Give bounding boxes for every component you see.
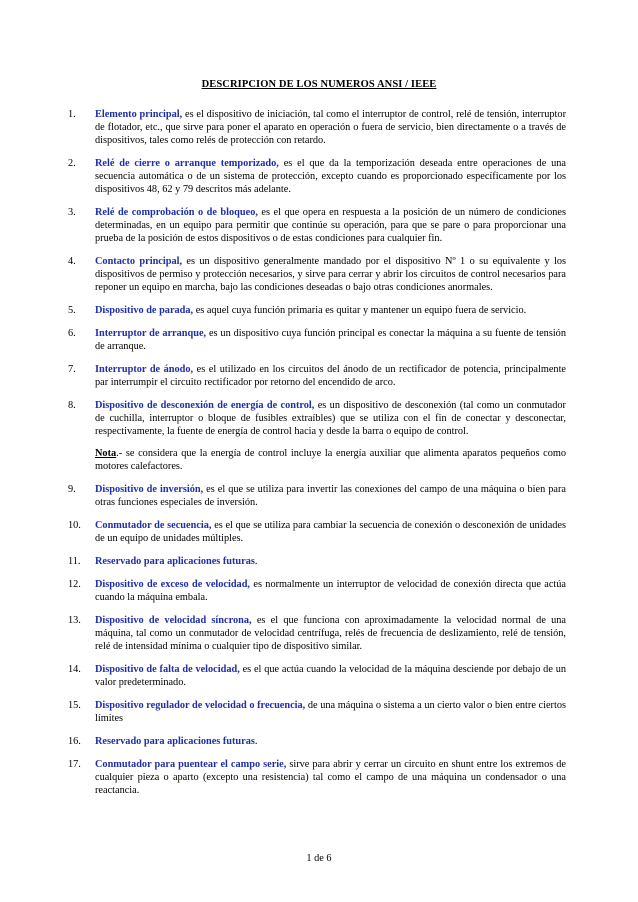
item-number: 7. [68,364,76,375]
item-text: de una máquina o sistema a un cierto valor o bien entre ciertos límites [95,700,566,724]
item-term: Dispositivo de inversión, [95,484,204,495]
item-term: Interruptor de ánodo, [95,364,194,375]
item-text: es un dispositivo cuya función principal es conectar la máquina a su fuente de tensión de arranque. [95,328,566,352]
item-number: 8. [68,400,76,411]
item-number: 3. [68,207,76,218]
item-number: 14. [68,664,81,675]
list-item [68,519,566,545]
list-item [68,758,566,797]
item-number: 17. [68,759,81,770]
note-paragraph [68,447,566,473]
item-number: 5. [68,305,76,316]
item-term: Dispositivo regulador de velocidad o frecuencia, [95,700,306,711]
item-term: Conmutador para puentear el campo serie, [95,759,287,770]
item-number: 16. [68,736,81,747]
item-number: 15. [68,700,81,711]
list-item [68,555,566,568]
item-text: es aquel cuya función primaria es quitar y mantener un equipo fuera de servicio. [193,305,527,316]
item-number: 11. [68,556,81,567]
item-text: es el utilizado en los circuitos del ánodo de un rectificador de potencia, principalmente par interrumpir el circuito rectificador por retorno del encendido de arco. [95,364,566,388]
list-item [68,363,566,389]
list-item [68,206,566,245]
item-term: Contacto principal, [95,256,183,267]
item-number: 2. [68,158,76,169]
list-item [68,108,566,147]
list-item [68,304,566,317]
item-number: 12. [68,579,81,590]
item-term: Dispositivo de velocidad síncrona, [95,615,252,626]
document-title: DESCRIPCION DE LOS NUMEROS ANSI / IEEE [201,79,437,90]
item-term: Dispositivo de desconexión de energía de control, [95,400,315,411]
item-number: 13. [68,615,81,626]
definitions-list [68,108,566,797]
item-number: 6. [68,328,76,339]
item-text: es normalmente un interruptor de velocidad de conexión directa que actúa cuando la máquina embala. [95,579,566,603]
item-term: Reservado para aplicaciones futuras [95,736,255,747]
item-term: Dispositivo de exceso de velocidad, [95,579,251,590]
item-text: . [254,736,258,747]
item-number: 10. [68,520,81,531]
item-text: es un dispositivo de desconexión (tal como un conmutador de cuchilla, interruptor o bloque de fusibles extraíbles) que se utiliza con el fin de conectar y desconectar, respectivamente, la fuente de energía de control hacia y desde la barra o equipo de control. [95,400,566,437]
list-item [68,699,566,725]
item-term: Interruptor de arranque, [95,328,207,339]
item-term: Dispositivo de parada, [95,305,194,316]
item-number: 9. [68,484,76,495]
list-item [68,483,566,509]
list-item [68,399,566,438]
list-item [68,663,566,689]
item-text: es el dispositivo de iniciación, tal como el interruptor de control, relé de tensión, interruptor de flotador, etc., que sirve para poner el aparato en operación o fuera de servicio, bien directamente o a través de dispositivos, tales como relés de protección con retardo. [95,109,566,146]
note-label: Nota [95,448,117,459]
item-text: es el que da la temporización deseada entre operaciones de una secuencia automática o de un sistema de protección, excepto cuando es proporcionado específicamente por los dispositivos 48, 62 y 79 descritos más adelante. [95,158,566,195]
list-item [68,614,566,653]
item-term: Reservado para aplicaciones futuras [95,556,255,567]
item-text: es el que se utiliza para cambiar la secuencia de conexión o desconexión de unidades de un equipo de unidades múltiples. [95,520,566,544]
item-text: es el que opera en respuesta a la posición de un número de condiciones determinadas, en un equipo para permitir que continúe su operación, para que se pare o para proporcionar una prueba de la posición de estos dispositivos o de estas condiciones para cualquier fin. [95,207,566,244]
item-text: es un dispositivo generalmente mandado por el dispositivo Nº 1 o su equivalente y los dispositivos de permiso y protección necesarios, y sirve para cerrar y abrir los circuitos de control necesarios para reponer un equipo en marcha, bajo las condiciones deseadas o bajo otras condiciones anormales. [95,256,566,293]
list-item [68,255,566,294]
item-text: . [254,556,258,567]
list-item [68,327,566,353]
item-text: sirve para abrir y cerrar un circuito en shunt entre los extremos de cualquier pieza o aparto (excepto una resistencia) tal como el campo de una máquina un condensador o una reactancia. [95,759,566,796]
item-text: es el que se utiliza para invertir las conexiones del campo de una máquina o bien para otras funciones especiales de inversión. [95,484,566,508]
item-term: Dispositivo de falta de velocidad, [95,664,240,675]
item-number: 1. [68,109,76,120]
item-text: es el que funciona con aproximadamente la velocidad normal de una máquina, tal como un conmutador de velocidad centrífuga, relés de frecuencia de deslizamiento, relé de tensión, relé de intensidad mínima o cualquier tipo de dispositivo similar. [95,615,566,652]
item-number: 4. [68,256,76,267]
item-term: Elemento principal, [95,109,183,120]
item-term: Relé de comprobación o de bloqueo, [95,207,258,218]
item-term: Conmutador de secuencia, [95,520,212,531]
note-text: .- se considera que la energía de control incluye la energía auxiliar que alimenta aparatos pequeños como motores calefactores. [95,448,566,472]
page-number: 1 de 6 [306,853,332,864]
item-text: es el que actúa cuando la velocidad de la máquina desciende por debajo de un valor predeterminado. [95,664,567,688]
list-item [68,735,566,748]
list-item [68,157,566,196]
item-term: Relé de cierre o arranque temporizado, [95,158,279,169]
list-item [68,578,566,604]
